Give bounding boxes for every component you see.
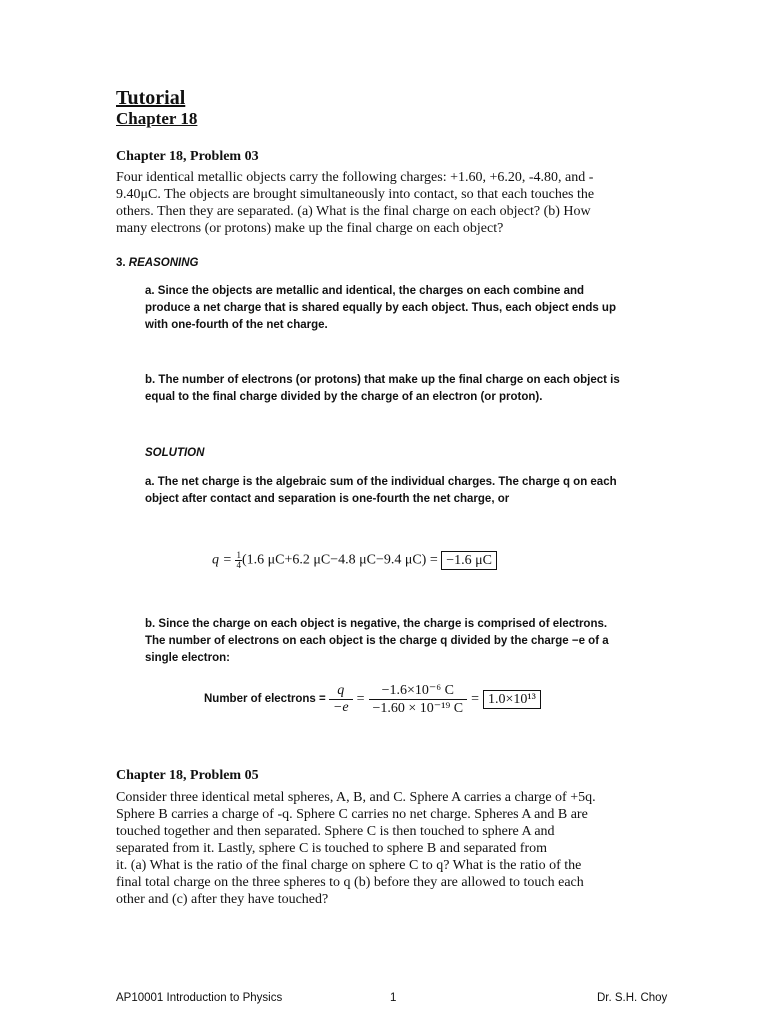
eq2-fraction-2 [369,682,468,717]
eq2-label: Number of electrons = [204,693,329,705]
solution-b [145,616,665,667]
problem-03-line: Four identical metallic objects carry the following charges: +1.60, +6.20, -4.80, and - [116,170,594,185]
eq2-f2-num: −1.6×10⁻⁶ C [369,682,468,700]
problem-05-line: Consider three identical metal spheres, A, B, and C. Sphere A carries a charge of +5q. [116,790,596,805]
footer-course: AP10001 Introduction to Physics [116,992,283,1004]
solution-a-line: object after contact and separation is one-fourth the net charge, or [145,493,510,505]
reasoning-b-line: b. The number of electrons (or protons) that make up the final charge on each object is [145,374,620,386]
reasoning-a-line: a. Since the objects are metallic and identical, the charges on each combine and [145,285,585,297]
reasoning-heading [116,255,198,272]
page-title: Tutorial [116,87,186,109]
problem-05-text [116,789,646,908]
problem-03-text [116,169,636,237]
problem-03-line: 9.40μC. The objects are brought simultaneously into contact, so that each touches the [116,187,595,202]
problem-03-line: many electrons (or protons) make up the final charge on each object? [116,221,504,236]
solution-heading: SOLUTION [145,447,205,459]
solution-a [145,474,665,508]
problem-05-line: it. (a) What is the ratio of the final charge on sphere C to q? What is the ratio of the [116,858,582,873]
problem-05-line: touched together and then separated. Sphere C is then touched to sphere A and [116,824,555,839]
reasoning-number: 3. [116,257,126,269]
eq2-equals: = [356,691,365,707]
eq1-frac-num: 1 [236,550,241,560]
solution-b-line: single electron: [145,652,230,664]
reasoning-label: REASONING [128,257,199,269]
eq2-equals-2: = [471,691,480,707]
reasoning-a-line: produce a net charge that is shared equally by each object. Thus, each object ends up [145,302,616,314]
reasoning-a [145,283,665,334]
eq2-f2-den: −1.60 × 10⁻¹⁹ C [372,701,464,716]
reasoning-b-line: equal to the final charge divided by the charge of an electron (or proton). [145,391,543,403]
problem-03-heading: Chapter 18, Problem 03 [116,149,259,164]
problem-05-line: other and (c) after they have touched? [116,892,329,907]
solution-b-line: b. Since the charge on each object is negative, the charge is comprised of electrons. [145,618,608,630]
solution-b-line: The number of electrons on each object is the charge q divided by the charge −e of a [145,635,609,647]
problem-05-heading: Chapter 18, Problem 05 [116,768,259,783]
equation-charge [212,551,497,570]
reasoning-a-line: with one-fourth of the net charge. [145,319,328,331]
problem-05-line: final total charge on the three spheres to q (b) before they are allowed to touch each [116,875,584,890]
eq2-f1-num: q [329,683,353,700]
footer-page-number: 1 [390,992,397,1004]
chapter-title: Chapter 18 [116,109,198,128]
problem-03-line: others. Then they are separated. (a) What is the final charge on each object? (b) How [116,204,591,219]
problem-05-line: Sphere B carries a charge of -q. Sphere C carries no net charge. Spheres A and B are [116,807,588,822]
solution-a-line: a. The net charge is the algebraic sum of the individual charges. The charge q on each [145,476,617,488]
equation-electrons [204,682,541,717]
eq2-fraction-1 [329,683,353,716]
eq1-body: (1.6 μC+6.2 μC−4.8 μC−9.4 μC) = [241,552,442,568]
footer-author: Dr. S.H. Choy [597,992,668,1004]
problem-05-line: separated from it. Lastly, sphere C is touched to sphere B and separated from [116,841,548,856]
eq1-frac-den: 4 [236,560,241,570]
eq2-f1-den: −e [332,700,349,715]
eq1-lhs: q = [212,552,236,568]
eq2-result: 1.0×10¹³ [483,690,541,709]
eq1-result: −1.6 μC [441,551,497,570]
reasoning-b [145,372,665,406]
